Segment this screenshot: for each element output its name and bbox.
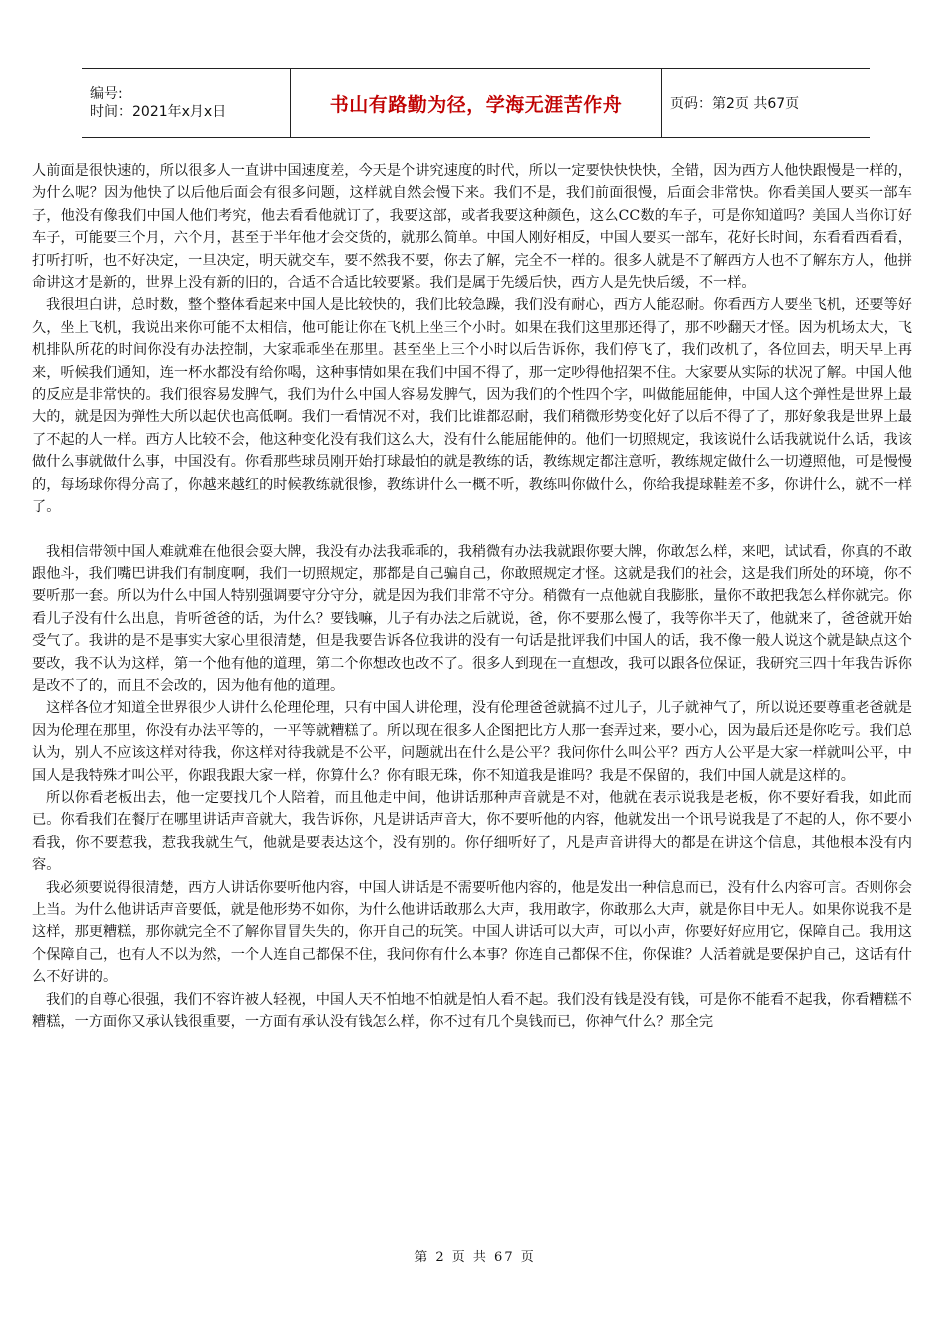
paragraph: 我相信带领中国人难就难在他很会耍大牌，我没有办法我乖乖的，我稍微有办法我就跟你要大牌，你敢怎么样，来吧，试试看，你真的不敢跟他斗，我们嘴巴讲我们有制度啊，我们一切照规定，那都是自己骗自己，你敢照规定才怪。这就是我们的社会，这是我们所处的环境，你不要听那一套。所以为什么中国人特别强调要守分守分，就是因为我们非常不守分。稍微有一点他就自我膨胀，量你不敢把我怎么样你就完。你看儿子没有什么出息，肯听爸爸的话，为什么？要钱嘛，儿子有办法之后就说，爸，你不要那么慢了，我等你半天了，他就来了，爸爸就开始受气了。我讲的是不是事实大家心里很清楚，但是我要告诉各位我讲的没有一句话是批评我们中国人的话，我不像一般人说这个就是缺点这个要改，我不认为这样，第一个他有他的道理，第二个你想改也改不了。很多人到现在一直想改，我可以跟各位保证，我研究三四十年我告诉你是改不了的，而且不会改的，因为他有他的道理。 (32, 543, 912, 694)
paragraph: 所以你看老板出去，他一定要找几个人陪着，而且他走中间，他讲话那种声音就是不对，他就在表示说我是老板，你不要好看我，如此而已。你看我们在餐厅在哪里讲话声音就大，我告诉你，凡是讲话声音大，你不要听他的内容，他就发出一个讯号说我是了不起的人，你不要小看我，你不要惹我，惹我我就生气，他就是要表达这个，没有别的。你仔细听好了，凡是声音讲得大的都是在讲这个信息，其他根本没有内容。 (32, 789, 912, 874)
paragraph: 我必须要说得很清楚，西方人讲话你要听他内容，中国人讲话是不需要听他内容的，他是发出一种信息而已，没有什么内容可言。否则你会上当。为什么他讲话声音要低，就是他形势不如你，为什么他讲话敢那么大声，我用敢字，你敢那么大声，就是你目中无人。如果你说我不是这样，那更糟糕，那你就完全不了解你冒冒失失的，你开自己的玩笑。中国人讲话可以大声，可以小声，你要好好应用它，保障自己。我用这个保障自己，也有人不以为然，一个人连自己都保不住，我问你有什么本事？你连自己都保不住，你保谁？人活着就是要保护自己，这话有什么不好讲的。 (32, 879, 912, 986)
header-meta (82, 69, 291, 137)
number-label: 编号: (90, 86, 123, 102)
time-label: 时间：2021年x月x日 (90, 104, 227, 120)
paragraph: 人前面是很快速的，所以很多人一直讲中国速度差，今天是个讲究速度的时代，所以一定要快快快快，全错，因为西方人他快跟慢是一样的，为什么呢？因为他快了以后他后面会有很多问题，这样就自然会慢下来。我们不是，我们前面很慢，后面会非常快。你看美国人要买一部车子，他没有像我们中国人他们考究，他去看看他就订了，我要这部，或者我要这种颜色，这么CC数的车子，可是你知道吗？美国人当你订好车子，可能要三个月，六个月，甚至于半年他才会交货的，就那么简单。中国人刚好相反，中国人要买一部车，花好长时间，东看看西看看，打听打听，也不好决定，一旦决定，明天就交车，要不然我不要，你去了解，完全不一样的。很多人就是不了解西方人也不了解东方人，他拼命讲这才是新的，世界上没有新的旧的，合适不合适比较要紧。我们是属于先缓后快，西方人是先快后缓，不一样。 (32, 163, 912, 292)
page-footer: 第 2 页 共 67 页 (414, 1250, 536, 1265)
page-label: 页码：第2页 共67页 (670, 96, 800, 112)
header-page (662, 69, 870, 137)
motto-text: 书山有路勤为径，学海无涯苦作舟 (329, 93, 623, 116)
document-body (32, 160, 912, 1033)
paragraph: 这样各位才知道全世界很少人讲什么伦理伦理，只有中国人讲伦理，没有伦理爸爸就搞不过儿子，儿子就神气了，所以说还要尊重老爸就是因为伦理在那里，你没有办法平等的，一平等就糟糕了。所以现在很多人企图把比方人那一套弄过来，要小心，因为最后还是你吃亏。我们总认为，别人不应该这样对待我，你这样对待我就是不公平，问题就出在什么是公平？我问你什么叫公平？西方人公平是大家一样就叫公平，中国人是我特殊才叫公平，你跟我跟大家一样，你算什么？你有眼无珠，你不知道我是谁吗？我是不保留的，我们中国人就是这样的。 (32, 700, 912, 784)
page-header (82, 68, 870, 138)
paragraph: 我们的自尊心很强，我们不容许被人轻视，中国人天不怕地不怕就是怕人看不起。我们没有钱是没有钱，可是你不能看不起我，你看糟糕不糟糕，一方面你又承认钱很重要，一方面有承认没有钱怎么样，你不过有几个臭钱而已，你神气什么？那全完 (32, 991, 912, 1031)
paragraph: 我很坦白讲，总时数，整个整体看起来中国人是比较快的，我们比较急躁，我们没有耐心，西方人能忍耐。你看西方人要坐飞机，还要等好久，坐上飞机，我说出来你可能不太相信，他可能让你在飞机上坐三个小时。如果在我们这里那还得了，那不吵翻天才怪。因为机场太大，飞机排队所花的时间你没有办法控制，大家乖乖坐在那里。甚至坐上三个小时以后告诉你，我们停飞了，我们改机了，各位回去，明天早上再来，听候我们通知，连一杯水都没有给你喝，这种事情如果在我们中国不得了，那一定吵得他招架不住。大家要从实际的状况了解。中国人他的反应是非常快的。我们很容易发脾气，我们为什么中国人容易发脾气，因为我们的个性四个字，叫做能屈能伸，中国人这个弹性是世界上最大的，就是因为弹性大所以起伏也高低啊。我们一看情况不对，我们比谁都忍耐，我们稍微形势变化好了以后不得了了，那好象我是世界上最了不起的人一样。西方人比较不会，他这种变化没有我们这么大，没有什么能屈能伸的。他们一切照规定，我该说什么话我就说什么话，我该做什么事就做什么事，中国没有。你看那些球员刚开始打球最怕的就是教练的话，教练规定都注意听，教练规定做什么一切遵照他，可是慢慢的，每场球你得分高了，你越来越红的时候教练就很惨，教练讲什么一概不听，教练叫你做什么，你给我提球鞋差不多，你讲什么，就不一样了。 (32, 297, 912, 516)
header-motto (291, 69, 662, 137)
